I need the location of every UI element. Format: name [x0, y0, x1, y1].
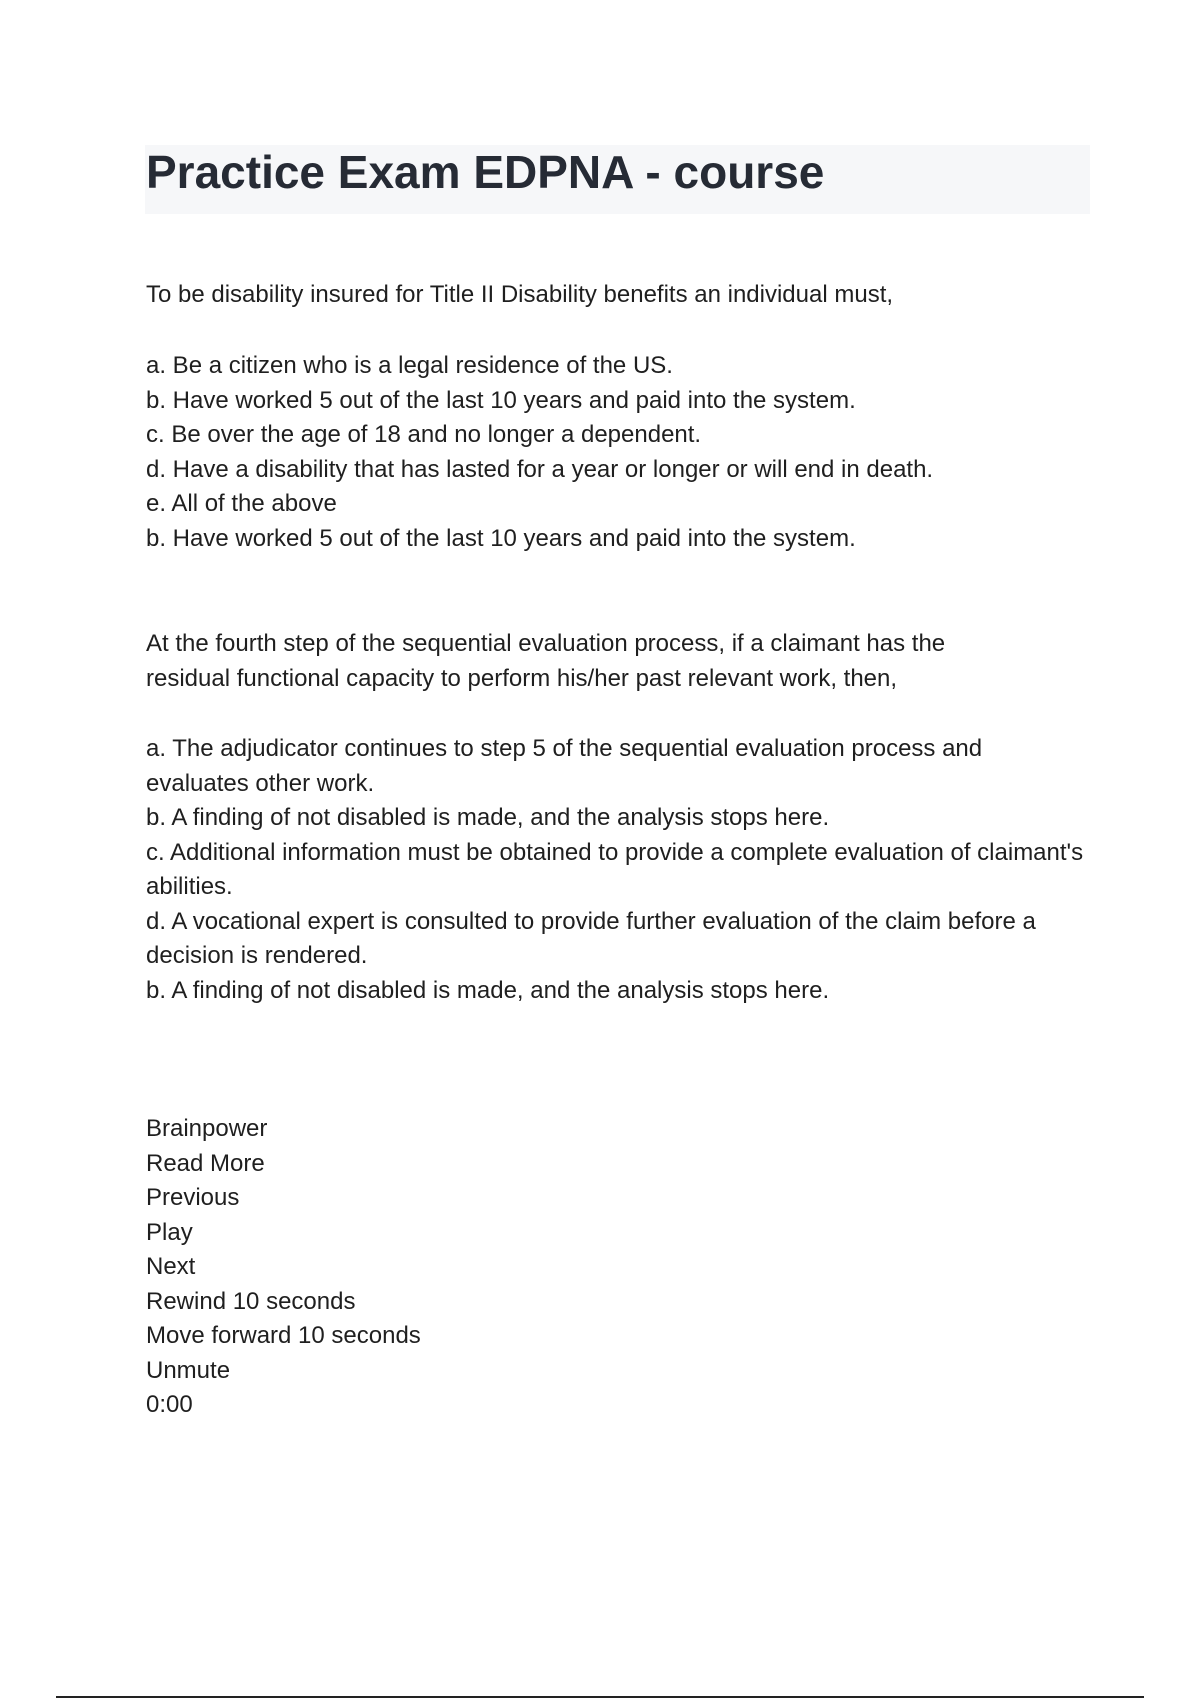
question-1-options [146, 349, 1086, 556]
rewind-button[interactable]: Rewind 10 seconds [146, 1287, 356, 1315]
previous-button[interactable]: Previous [146, 1184, 240, 1211]
question-stem-text: To be disability insured for Title II Disability benefits an individual must, [146, 281, 894, 308]
option-d: d. A vocational expert is consulted to provide further evaluation of the claim before a decision is rendered. [146, 907, 1036, 969]
question-stem-line: residual functional capacity to perform his/her past relevant work, then, [146, 664, 898, 692]
option-d: d. Have a disability that has lasted for a year or longer or will end in death. [146, 455, 934, 483]
option-b: b. A finding of not disabled is made, and the analysis stops here. [146, 804, 830, 831]
player-brand: Brainpower [146, 1115, 268, 1142]
bottom-divider [56, 1696, 1144, 1698]
option-e: e. All of the above [146, 490, 337, 517]
option-c: c. Additional information must be obtained to provide a complete evaluation of claimant's abilities. [146, 838, 1084, 900]
page-title: Practice Exam EDPNA - course [146, 146, 825, 198]
next-button[interactable]: Next [146, 1253, 196, 1280]
question-2-options [146, 732, 1086, 1008]
option-b: b. Have worked 5 out of the last 10 years and paid into the system. [146, 386, 856, 414]
play-button[interactable]: Play [146, 1218, 193, 1246]
answer-text: b. A finding of not disabled is made, and the analysis stops here. [146, 976, 830, 1004]
question-stem-line: At the fourth step of the sequential evaluation process, if a claimant has the [146, 630, 946, 657]
option-c: c. Be over the age of 18 and no longer a dependent. [146, 421, 702, 448]
media-player-text [146, 1112, 1086, 1423]
option-a: a. The adjudicator continues to step 5 of the sequential evaluation process and evaluates other work. [146, 735, 983, 797]
answer-text: b. Have worked 5 out of the last 10 years and paid into the system. [146, 524, 856, 552]
option-a: a. Be a citizen who is a legal residence of the US. [146, 352, 673, 379]
forward-button[interactable]: Move forward 10 seconds [146, 1322, 421, 1349]
time-display: 0:00 [146, 1391, 193, 1418]
unmute-button[interactable]: Unmute [146, 1356, 231, 1384]
read-more-link[interactable]: Read More [146, 1149, 265, 1177]
question-1-stem [146, 278, 1086, 313]
question-2-stem [146, 627, 1086, 696]
